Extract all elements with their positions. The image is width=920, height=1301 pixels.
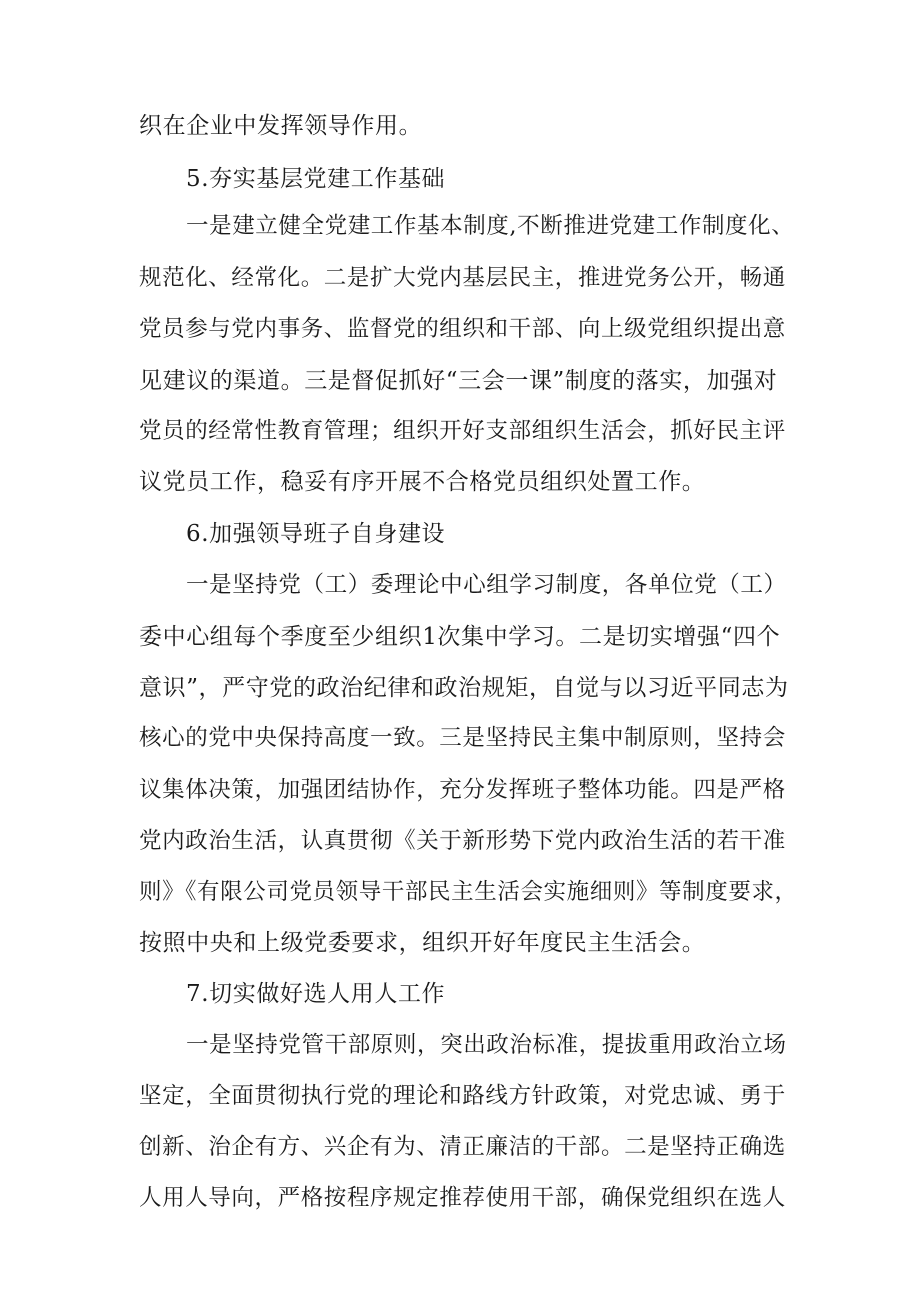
text-line: 规范化、经常化。二是扩大党内基层民主，推进党务公开，畅通 [139, 265, 786, 291]
section-heading-6: 6.加强领导班子自身建设 [186, 521, 446, 547]
text-line: 织在企业中发挥领导作用。 [139, 113, 423, 139]
text-line: 议党员工作，稳妥有序开展不合格党员组织处置工作。 [139, 469, 706, 495]
text-line: 见建议的渠道。三是督促抓好“三会一课”制度的落实，加强对 [139, 368, 778, 394]
text-line: 则》《有限公司党员领导干部民主生活会实施细则》等制度要求， [139, 879, 798, 905]
section-heading-7: 7.切实做好选人用人工作 [186, 981, 446, 1007]
text-line: 委中心组每个季度至少组织1次集中学习。二是切实增强“四个 [139, 624, 781, 650]
text-line: 核心的党中央保持高度一致。三是坚持民主集中制原则，坚持会 [139, 725, 786, 751]
text-line: 坚定，全面贯彻执行党的理论和路线方针政策，对党忠诚、勇于 [139, 1083, 786, 1109]
text-line: 意识”，严守党的政治纪律和政治规矩，自觉与以习近平同志为 [139, 675, 789, 701]
text-line: 党内政治生活，认真贯彻《关于新形势下党内政治生活的若干准 [139, 828, 786, 854]
section-heading-5: 5.夯实基层党建工作基础 [186, 166, 446, 192]
text-line: 一是建立健全党建工作基本制度,不断推进党建工作制度化、 [186, 213, 795, 239]
text-line: 一是坚持党（工）委理论中心组学习制度，各单位党（工） [186, 572, 787, 598]
text-line: 议集体决策，加强团结协作，充分发挥班子整体功能。四是严格 [139, 777, 786, 803]
text-line: 一是坚持党管干部原则，突出政治标准，提拔重用政治立场 [186, 1032, 787, 1058]
text-line: 人用人导向，严格按程序规定推荐使用干部，确保党组织在选人 [139, 1185, 786, 1211]
text-line: 党员的经常性教育管理；组织开好支部组织生活会，抓好民主评 [139, 418, 786, 444]
text-line: 党员参与党内事务、监督党的组织和干部、向上级党组织提出意 [139, 316, 786, 342]
text-line: 创新、治企有方、兴企有为、清正廉洁的干部。二是坚持正确选 [139, 1134, 786, 1160]
text-line: 按照中央和上级党委要求，组织开好年度民主生活会。 [139, 930, 706, 956]
